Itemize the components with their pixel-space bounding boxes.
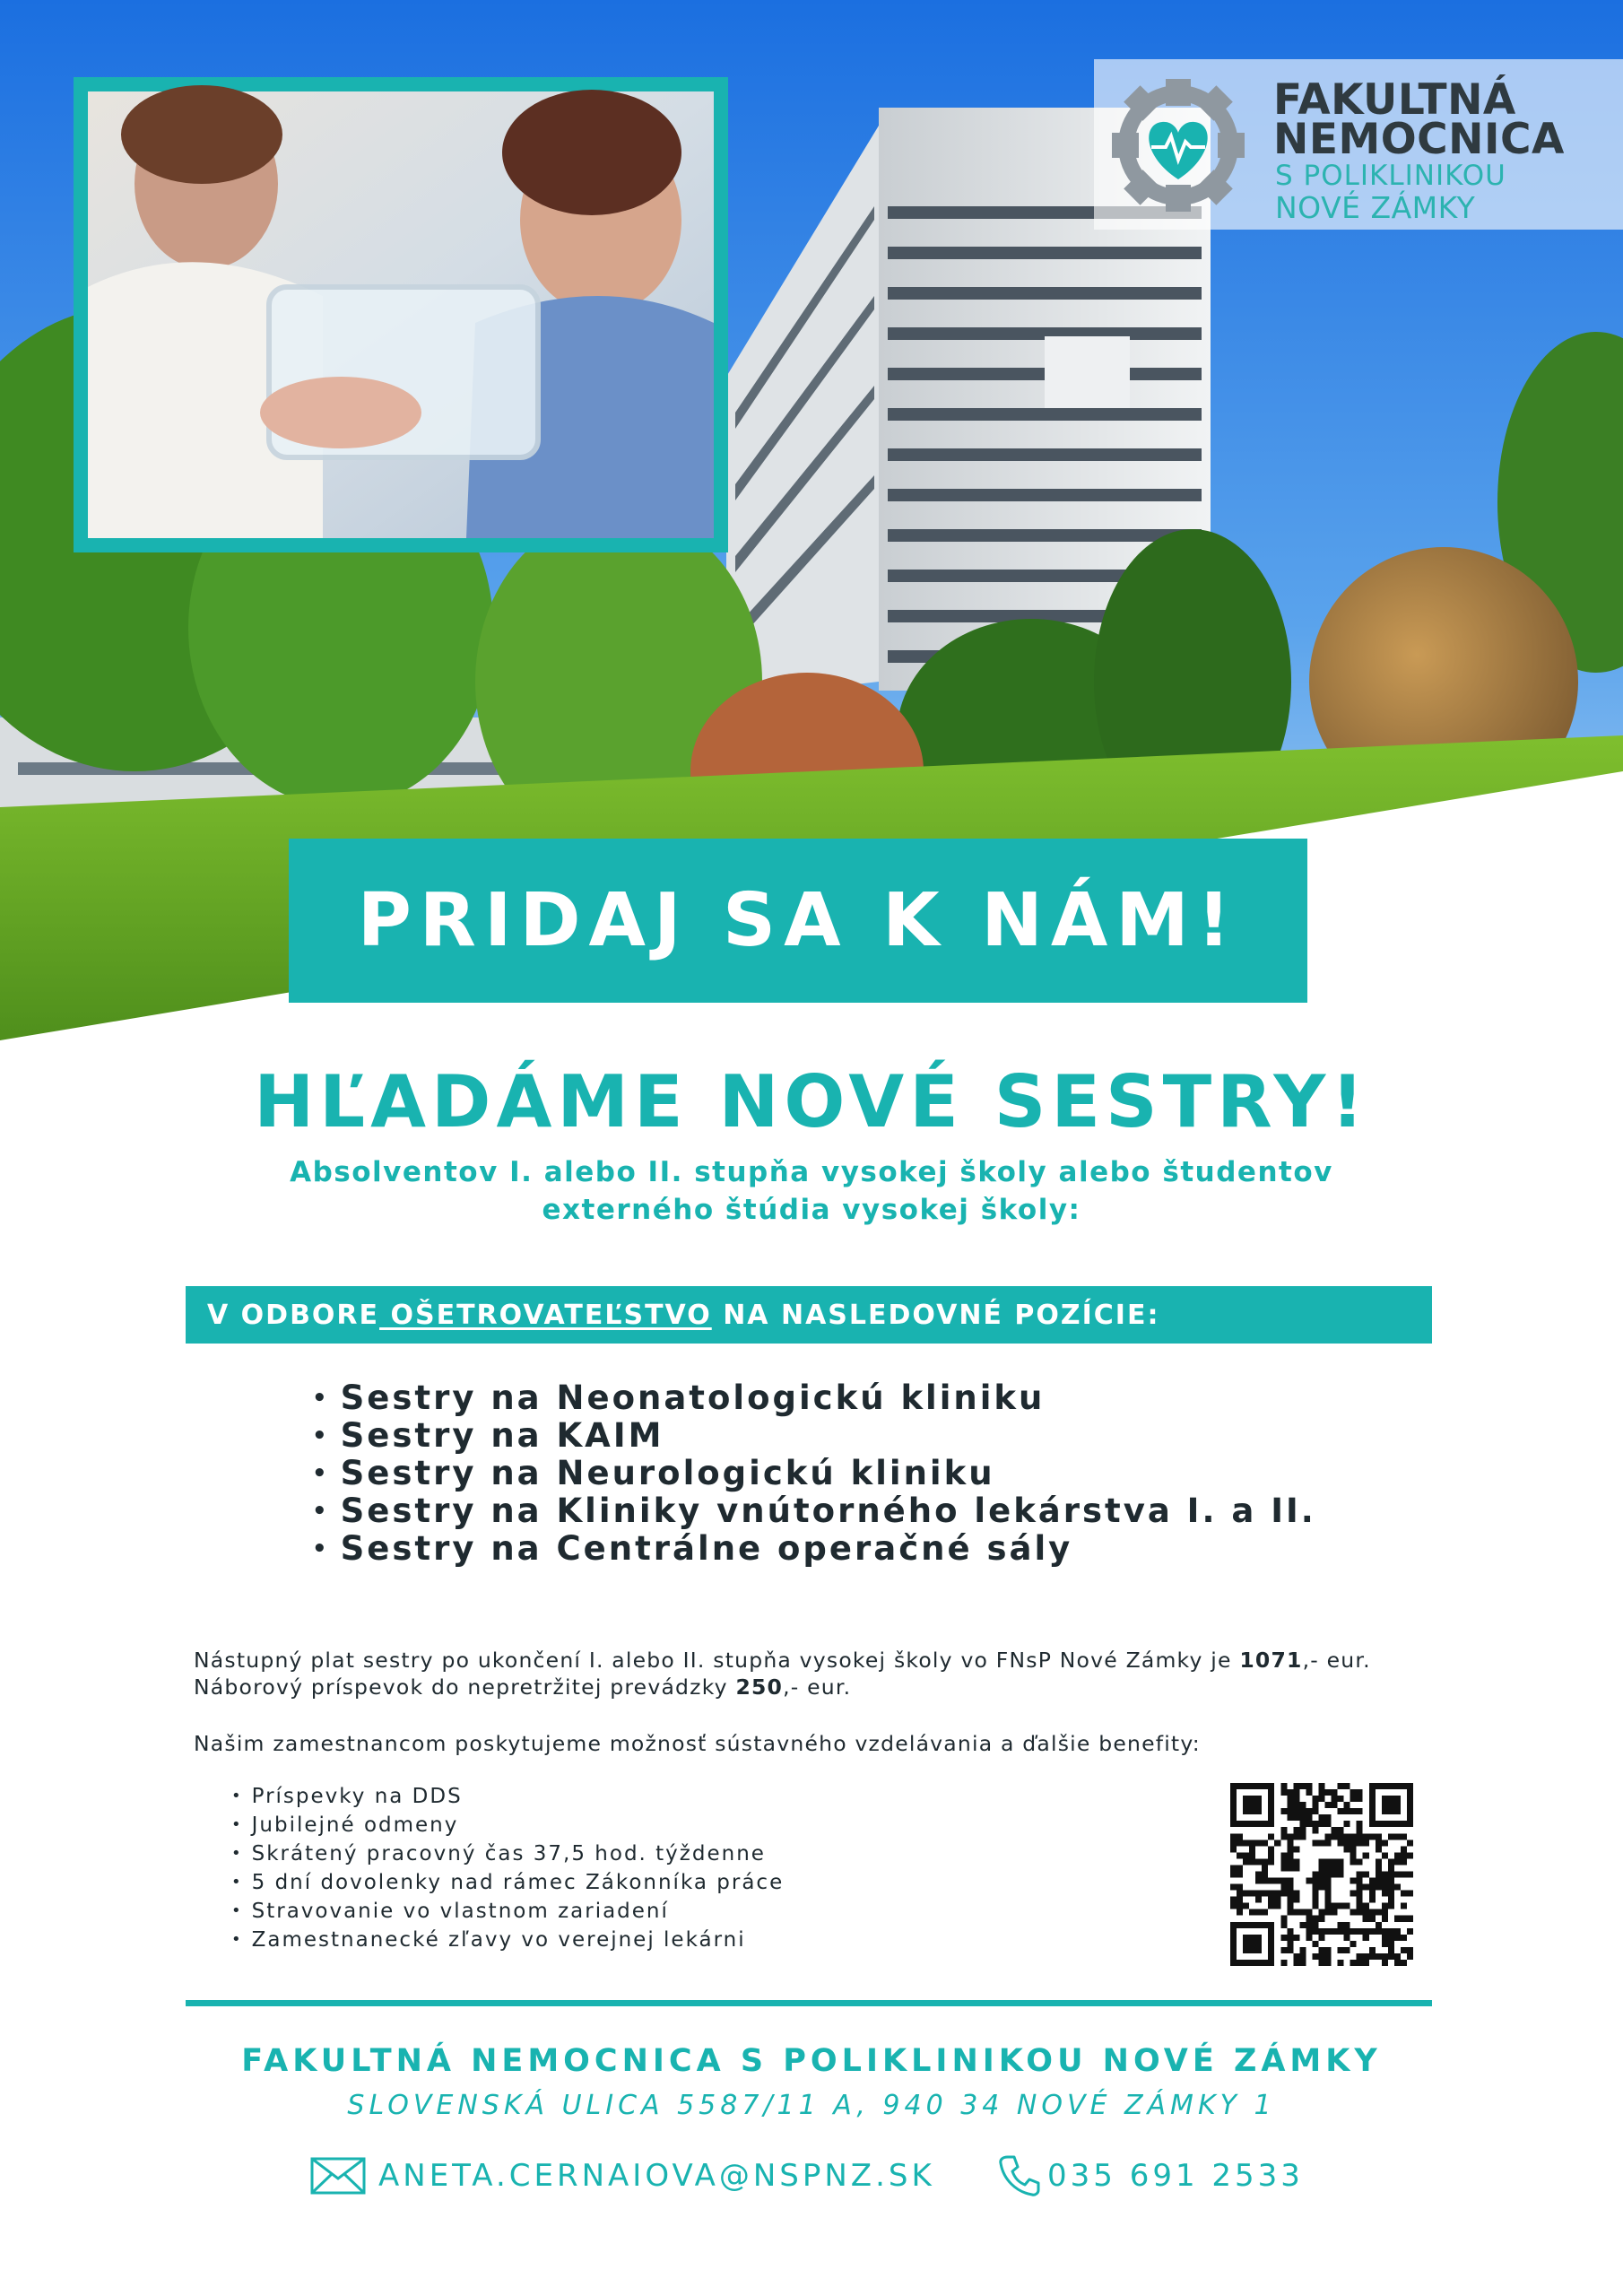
phone-text[interactable]: 035 691 2533 xyxy=(1047,2158,1304,2194)
footer-address: SLOVENSKÁ ULICA 5587/11 A, 940 34 NOVÉ ZÁMKY 1 xyxy=(347,2090,1276,2121)
logo-line-2: NEMOCNICA xyxy=(1273,115,1565,164)
qr-code-icon[interactable] xyxy=(1230,1783,1413,1966)
salary-paragraph xyxy=(194,1647,1467,1700)
list-item: • Sestry na Centrálne operačné sály xyxy=(312,1532,1316,1570)
subheading xyxy=(143,1153,1480,1229)
list-item: • Sestry na Neonatologickú kliniku xyxy=(312,1381,1316,1419)
main-heading: HĽADÁME NOVÉ SESTRY! xyxy=(254,1060,1369,1144)
logo-line-4: NOVÉ ZÁMKY xyxy=(1275,190,1476,225)
bonus-currency: ,- eur. xyxy=(783,1674,852,1700)
join-us-text: PRIDAJ SA K NÁM! xyxy=(357,878,1239,963)
salary-line-1 xyxy=(194,1647,1467,1674)
hospital-logo xyxy=(1094,59,1623,230)
salary-line-2 xyxy=(194,1674,1467,1700)
list-item: • Stravovanie vo vlastnom zariadení xyxy=(231,1898,784,1926)
field-name: OŠETROVATEĽSTVO xyxy=(379,1299,712,1331)
positions-list xyxy=(312,1378,1316,1570)
list-item: • Jubilejné odmeny xyxy=(231,1812,784,1840)
phone-contact[interactable] xyxy=(997,2151,1304,2201)
field-bar xyxy=(186,1286,1432,1344)
benefits-intro: Našim zamestnancom poskytujeme možnosť sústavného vzdelávania a ďalšie benefity: xyxy=(194,1731,1201,1756)
email-text[interactable]: ANETA.CERNAIOVA@NSPNZ.SK xyxy=(378,2158,935,2194)
list-item: • Sestry na Neurologickú kliniku xyxy=(312,1457,1316,1494)
gear-heart-icon xyxy=(1107,74,1250,217)
benefits-list xyxy=(231,1783,784,1955)
email-contact[interactable] xyxy=(310,2151,935,2201)
list-item: • 5 dní dovolenky nad rámec Zákonníka práce xyxy=(231,1869,784,1898)
list-item: • Zamestnanecké zľavy vo verejnej lekárni xyxy=(231,1926,784,1955)
subheading-line-1: Absolventov I. alebo II. stupňa vysokej školy alebo študentov xyxy=(290,1156,1333,1188)
field-suffix: NA NASLEDOVNÉ POZÍCIE: xyxy=(711,1299,1160,1331)
list-item: • Skrátený pracovný čas 37,5 hod. týždenne xyxy=(231,1840,784,1869)
phone-icon xyxy=(997,2153,1042,2198)
salary-currency: ,- eur. xyxy=(1302,1648,1371,1673)
salary-amount: 1071 xyxy=(1239,1648,1303,1673)
envelope-icon xyxy=(310,2157,366,2195)
bonus-text: Náborový príspevok do nepretržitej prevádzky xyxy=(194,1674,736,1700)
subheading-line-2: externého štúdia vysokej školy: xyxy=(542,1194,1081,1226)
logo-line-1: FAKULTNÁ xyxy=(1273,75,1516,125)
footer-divider xyxy=(186,2000,1432,2006)
list-item: • Sestry na KAIM xyxy=(312,1419,1316,1457)
logo-line-3: S POLIKLINIKOU xyxy=(1275,160,1506,192)
join-us-banner xyxy=(289,839,1307,1003)
bonus-amount: 250 xyxy=(735,1674,784,1700)
list-item: • Príspevky na DDS xyxy=(231,1783,784,1812)
field-prefix: V ODBORE xyxy=(207,1299,380,1331)
list-item: • Sestry na Kliniky vnútorného lekárstva I. a II. xyxy=(312,1494,1316,1532)
salary-text: Nástupný plat sestry po ukončení I. alebo II. stupňa vysokej školy vo FNsP Nové Zámky je xyxy=(194,1648,1240,1673)
footer-hospital-name: FAKULTNÁ NEMOCNICA S POLIKLINIKOU NOVÉ ZÁMKY xyxy=(241,2043,1382,2079)
